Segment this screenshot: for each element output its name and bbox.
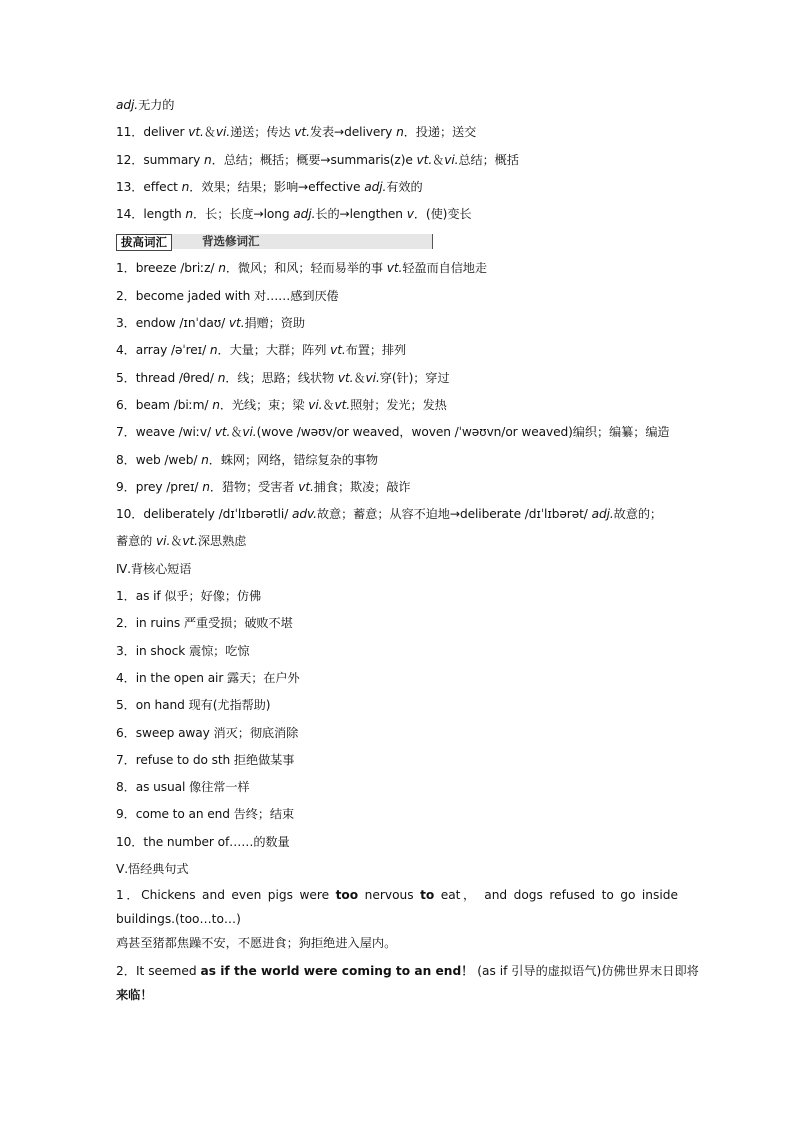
vocab-entry <box>116 528 682 555</box>
text-segment: 递送；传达 <box>230 125 295 140</box>
advanced-vocab-list <box>116 255 682 555</box>
text-segment: 布置；排列 <box>345 343 407 358</box>
text-segment: 3．endow /ɪnˈdaʊ/ <box>116 316 229 331</box>
text-segment: 1．breeze /briːz/ <box>116 261 219 276</box>
text-segment: ．线；思路；线状物 <box>225 370 338 385</box>
vocab-entry <box>116 174 682 201</box>
text-segment: (as if 引导的虚拟语气)仿佛世界末日即将 <box>473 964 699 979</box>
text-segment: n <box>212 397 220 412</box>
text-segment: vi. <box>365 370 380 385</box>
phrase-item: 3．in shock 震惊；吃惊 <box>116 643 250 658</box>
phrase-item: 5．on hand 现有(尤指帮助) <box>116 698 271 713</box>
banner-tag: 拔高词汇 <box>116 234 172 251</box>
vocab-entry <box>116 365 682 392</box>
text-segment: 6．beam /biːm/ <box>116 397 213 412</box>
banner-subtitle: 背选修词汇 <box>202 234 260 249</box>
text-segment: ．(使)变长 <box>413 207 472 222</box>
text-segment: 4．array /əˈreɪ/ <box>116 343 210 358</box>
text-segment: vi. <box>444 152 459 167</box>
text-segment: vi. <box>242 425 257 440</box>
vocab-entry <box>116 201 682 228</box>
vocab-entry <box>116 283 682 310</box>
text-segment: 深思熟虑 <box>197 534 247 549</box>
text-segment: vt. <box>337 370 354 385</box>
text-segment: 5．thread /θred/ <box>116 370 218 385</box>
text-segment: vt. <box>182 534 198 549</box>
text-segment: 14．length <box>116 207 186 222</box>
text-segment: 蓄意的 <box>116 534 157 549</box>
text-segment: ．光线；束；梁 <box>219 397 309 412</box>
text-segment: 照射；发光；发热 <box>350 397 447 412</box>
word-list-continued <box>116 92 682 228</box>
text-segment: ＆ <box>322 397 335 412</box>
text-segment: ．投递；送交 <box>403 125 477 140</box>
text-segment: 捐赠；资助 <box>244 316 305 331</box>
text-segment: ．总结；概括；概要→summaris(z)e <box>211 152 417 167</box>
text-segment: 2．become jaded with 对……感到厌倦 <box>116 288 339 303</box>
text-segment: 13．effect <box>116 179 182 194</box>
text-segment: 9．prey /preɪ/ <box>116 479 203 494</box>
text-segment: 穿(针)；穿过 <box>379 370 450 385</box>
sentence-1-line-2: buildings.(too…to…) <box>116 912 241 927</box>
text-segment: adj. <box>591 507 614 522</box>
text-segment: ＆ <box>170 534 183 549</box>
vocab-entry <box>116 392 682 419</box>
text-segment: 8．web /web/ <box>116 452 202 467</box>
text-segment: vt. <box>214 425 231 440</box>
text-segment: n <box>203 152 212 167</box>
text-segment: vt. <box>416 152 433 167</box>
vocab-entry <box>116 419 682 446</box>
text-segment: ．效果；结果；影响→effective <box>189 179 365 194</box>
text-segment: adj. <box>293 207 316 222</box>
text-segment: 捕食；欺凌；敲诈 <box>313 479 411 494</box>
text-segment: 11．deliver <box>116 125 189 140</box>
text-segment: n <box>202 479 210 494</box>
text-segment: 长的→lengthen <box>315 207 407 222</box>
text-segment: ．猎物；受害者 <box>209 479 299 494</box>
core-phrases-list <box>116 583 682 856</box>
vocab-entry <box>116 337 682 364</box>
text-segment: adv. <box>291 507 317 522</box>
text-segment: n <box>396 125 404 140</box>
sentence-1-line-1 <box>116 883 678 907</box>
text-segment: 总结；概括 <box>458 152 519 167</box>
text-segment: 7．weave /wiːv/ <box>116 425 215 440</box>
vocab-entry <box>116 474 682 501</box>
text-segment: ＆ <box>230 425 243 440</box>
text-segment: ＆ <box>203 125 216 140</box>
text-segment: vi. <box>156 534 171 549</box>
text-segment: vi. <box>308 397 323 412</box>
text-segment: 故意；蓄意；从容不迫地→deliberate /dɪˈlɪbərət/ <box>316 507 592 522</box>
text-segment: 有效的 <box>386 179 423 194</box>
text-segment: nervous <box>358 888 421 903</box>
text-segment: ＆ <box>353 370 366 385</box>
text-segment: n <box>201 452 209 467</box>
phrase-item: 6．sweep away 消灭；彻底消除 <box>116 725 299 740</box>
vocab-entry <box>116 147 682 174</box>
text-segment: vt. <box>386 261 403 276</box>
text-segment: ＆ <box>432 152 445 167</box>
phrase-item: 7．refuse to do sth 拒绝做某事 <box>116 752 295 767</box>
text-segment: vt. <box>298 479 314 494</box>
text-segment: n <box>209 343 218 358</box>
text-segment: vt. <box>330 343 346 358</box>
text-segment: vi. <box>215 125 231 140</box>
text-segment: ．蛛网；网络，错综复杂的事物 <box>208 452 378 467</box>
vocab-entry <box>116 255 682 282</box>
phrase-item: 4．in the open air 露天；在户外 <box>116 670 300 685</box>
text-segment: 12．summary <box>116 152 204 167</box>
text-segment: ．大量；大群；阵列 <box>217 343 331 358</box>
text-segment: 轻盈而自信地走 <box>402 261 487 276</box>
text-segment: 2．It seemed <box>116 964 201 979</box>
document-page <box>116 92 699 1007</box>
sentence-1-translation: 鸡甚至猪都焦躁不安，不愿进食；狗拒绝进入屋内。 <box>116 936 397 951</box>
text-segment: 10．deliberately /dɪˈlɪbərətli/ <box>116 507 292 522</box>
vocab-entry <box>116 501 682 528</box>
text-segment: as if the world were coming to an end！ <box>200 964 474 979</box>
sentence-2-line-2: 来临！ <box>116 988 153 1003</box>
section-title-sentences: Ⅴ.悟经典句式 <box>116 862 189 877</box>
sentence-1 <box>116 883 682 955</box>
sentence-2 <box>116 959 699 1007</box>
text-segment: ．微风；和风；轻而易举的事 <box>225 261 387 276</box>
sentence-2-line-1 <box>116 959 699 983</box>
text-segment: adj. <box>364 179 387 194</box>
text-segment: n <box>217 370 226 385</box>
text-segment: n <box>181 179 190 194</box>
text-segment: v <box>406 207 414 222</box>
phrase-item: 9．come to an end 告终；结束 <box>116 807 295 822</box>
text-segment: eat， and dogs refused to go inside <box>434 888 679 903</box>
section-title-phrases: Ⅳ.背核心短语 <box>116 561 192 576</box>
text-segment: 发表→delivery <box>309 125 397 140</box>
text-segment: adj. <box>116 98 139 112</box>
section-banner <box>116 234 433 249</box>
phrase-item: 8．as usual 像往常一样 <box>116 780 250 795</box>
text-segment: to <box>420 888 435 903</box>
text-segment: vt. <box>294 125 310 140</box>
text-segment: ．长；长度→long <box>193 207 294 222</box>
text-segment: vt. <box>228 316 245 331</box>
text-segment: too <box>335 888 359 903</box>
text-segment: vt. <box>334 397 351 412</box>
vocab-entry <box>116 447 682 474</box>
phrase-item: 10．the number of……的数量 <box>116 834 290 849</box>
phrase-item: 1．as if 似乎；好像；仿佛 <box>116 589 262 604</box>
text-segment: 无力的 <box>138 98 175 112</box>
vocab-entry <box>116 310 682 337</box>
text-segment: 故意的； <box>613 507 663 522</box>
text-segment: (wove /wəʊv/or weaved，woven /ˈwəʊvn/or weaved)编织；编纂；编造 <box>256 425 670 440</box>
vocab-entry <box>116 119 682 146</box>
text-segment: 1．Chickens and even pigs were <box>116 888 336 903</box>
vocab-entry <box>116 92 682 119</box>
phrase-item: 2．in ruins 严重受损；破败不堪 <box>116 616 293 631</box>
text-segment: n <box>185 207 194 222</box>
text-segment: vt. <box>188 125 204 140</box>
text-segment: n <box>218 261 226 276</box>
